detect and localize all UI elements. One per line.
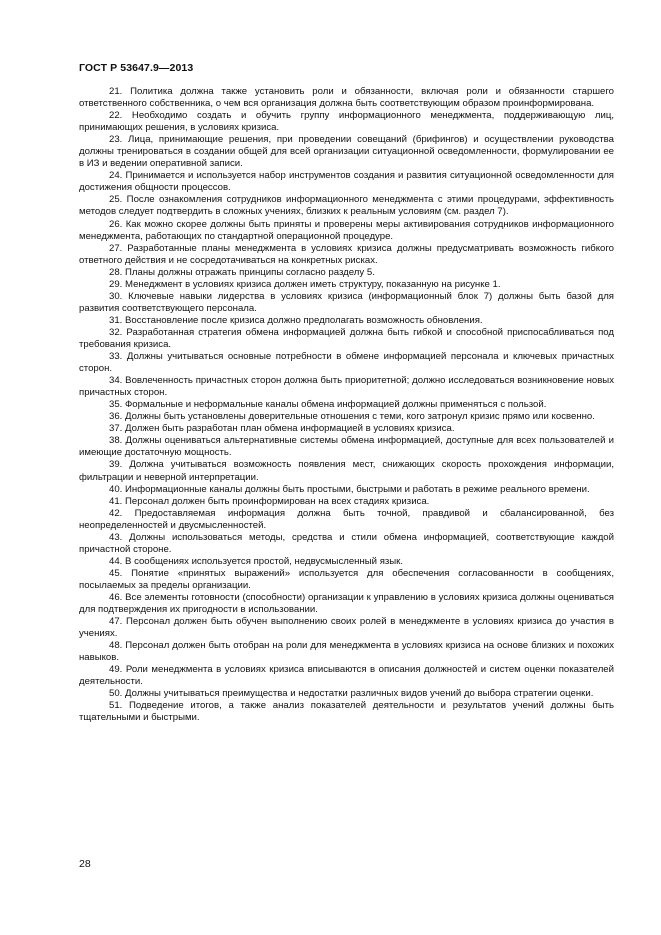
paragraph-51: 51. Подведение итогов, а также анализ показателей деятельности и результатов учений должны быть тщательными и быстрыми. [79,700,614,724]
paragraph-49: 49. Роли менеджмента в условиях кризиса вписываются в описания должностей и систем оценки показателей деятельности. [79,664,614,688]
document-body [79,86,614,724]
paragraph-29: 29. Менеджмент в условиях кризиса должен иметь структуру, показанную на рисунке 1. [109,278,501,290]
paragraph-34: 34. Вовлеченность причастных сторон должна быть приоритетной; должно исследоваться возникновение новых причастных сторон. [79,375,614,399]
paragraph-37: 37. Должен быть разработан план обмена информацией в условиях кризиса. [109,423,455,435]
paragraph-43: 43. Должны использоваться методы, средства и стили обмена информацией, соответствующие каждой причастной стороне. [79,531,614,555]
paragraph-44: 44. В сообщениях используется простой, недвусмысленный язык. [109,555,404,567]
paragraph-48: 48. Персонал должен быть отобран на роли для менеджмента в условиях кризиса на основе близких и похожих навыков. [79,640,614,664]
paragraph-36: 36. Должны быть установлены доверительные отношения с теми, кого затронул кризис прямо или косвенно. [109,411,595,423]
paragraph-30: 30. Ключевые навыки лидерства в условиях кризиса (информационный блок 7) должны быть базой для развития соответствующего персонала. [79,290,614,314]
paragraph-41: 41. Персонал должен быть проинформирован на всех стадиях кризиса. [109,495,430,507]
paragraph-47: 47. Персонал должен быть обучен выполнению своих ролей в менеджменте в условиях кризиса до участия в учениях. [79,616,614,640]
paragraph-46: 46. Все элементы готовности (способности) организации к управлению в условиях кризиса должны оцениваться для подтверждения их пригодности в использовании. [79,591,614,616]
paragraph-21: 21. Политика должна также установить роли и обязанности, включая роли и обязанности старшего ответственного собственника, о чем вся организация должна быть соответствующим образом проинформирована. [79,86,614,110]
paragraph-31: 31. Восстановление после кризиса должно предполагать возможность обновления. [109,314,483,326]
paragraph-25: 25. После ознакомления сотрудников информационного менеджмента с этими процедурами, эффективность методов следует подтвердить в сложных учениях, близких к реальным условиям (см. раздел 7). [79,194,614,218]
paragraph-33: 33. Должны учитываться основные потребности в обмене информацией персонала и ключевых причастных сторон. [79,351,614,375]
paragraph-24: 24. Принимается и используется набор инструментов создания и развития ситуационной осведомленности для достижения общности процессов. [79,170,614,194]
paragraph-35: 35. Формальные и неформальные каналы обмена информацией должны применяться с пользой. [109,399,547,411]
paragraph-40: 40. Информационные каналы должны быть простыми, быстрыми и работать в режиме реального времени. [109,483,590,495]
paragraph-45: 45. Понятие «принятых выражений» используется для обеспечения согласованности в сообщениях, посылаемых за пределы организации. [79,567,614,591]
paragraph-23: 23. Лица, принимающие решения, при проведении совещаний (брифингов) и осуществлении руководства должны тренироваться в создании общей для всей организации ситуационной осведомленности, формулировании ее в ИЗ и ведении оперативной записи. [79,134,614,170]
paragraph-22: 22. Необходимо создать и обучить группу информационного менеджмента, поддерживающую лиц, принимающих решения, в условиях кризиса. [79,110,614,134]
paragraph-28: 28. Планы должны отражать принципы согласно разделу 5. [109,266,375,278]
paragraph-42: 42. Предоставляемая информация должна быть точной, правдивой и сбалансированной, без неопределенностей и двусмысленностей. [79,507,614,531]
paragraph-32: 32. Разработанная стратегия обмена информацией должна быть гибкой и способной приспосабливаться под требования кризиса. [79,326,614,350]
paragraph-26: 26. Как можно скорее должны быть приняты и проверены меры активирования сотрудников информационного менеджмента, работающих по стандартной операционной процедуре. [79,218,614,242]
page-number: 28 [79,858,91,870]
paragraph-38: 38. Должны оцениваться альтернативные системы обмена информацией, доступные для всех пользователей и имеющие достаточную мощность. [79,435,614,459]
paragraph-39: 39. Должна учитываться возможность появления мест, снижающих скорость прохождения информации, фильтрации и неверной интерпретации. [79,459,614,483]
paragraph-27: 27. Разработанные планы менеджмента в условиях кризиса должны предусматривать возможность гибкого ответного действия и не сосредотачиваться на конкретных рисках. [79,242,614,266]
document-header: ГОСТ Р 53647.9—2013 [79,62,194,74]
paragraph-50: 50. Должны учитываться преимущества и недостатки различных видов учений до выбора стратегии оценки. [109,688,594,700]
